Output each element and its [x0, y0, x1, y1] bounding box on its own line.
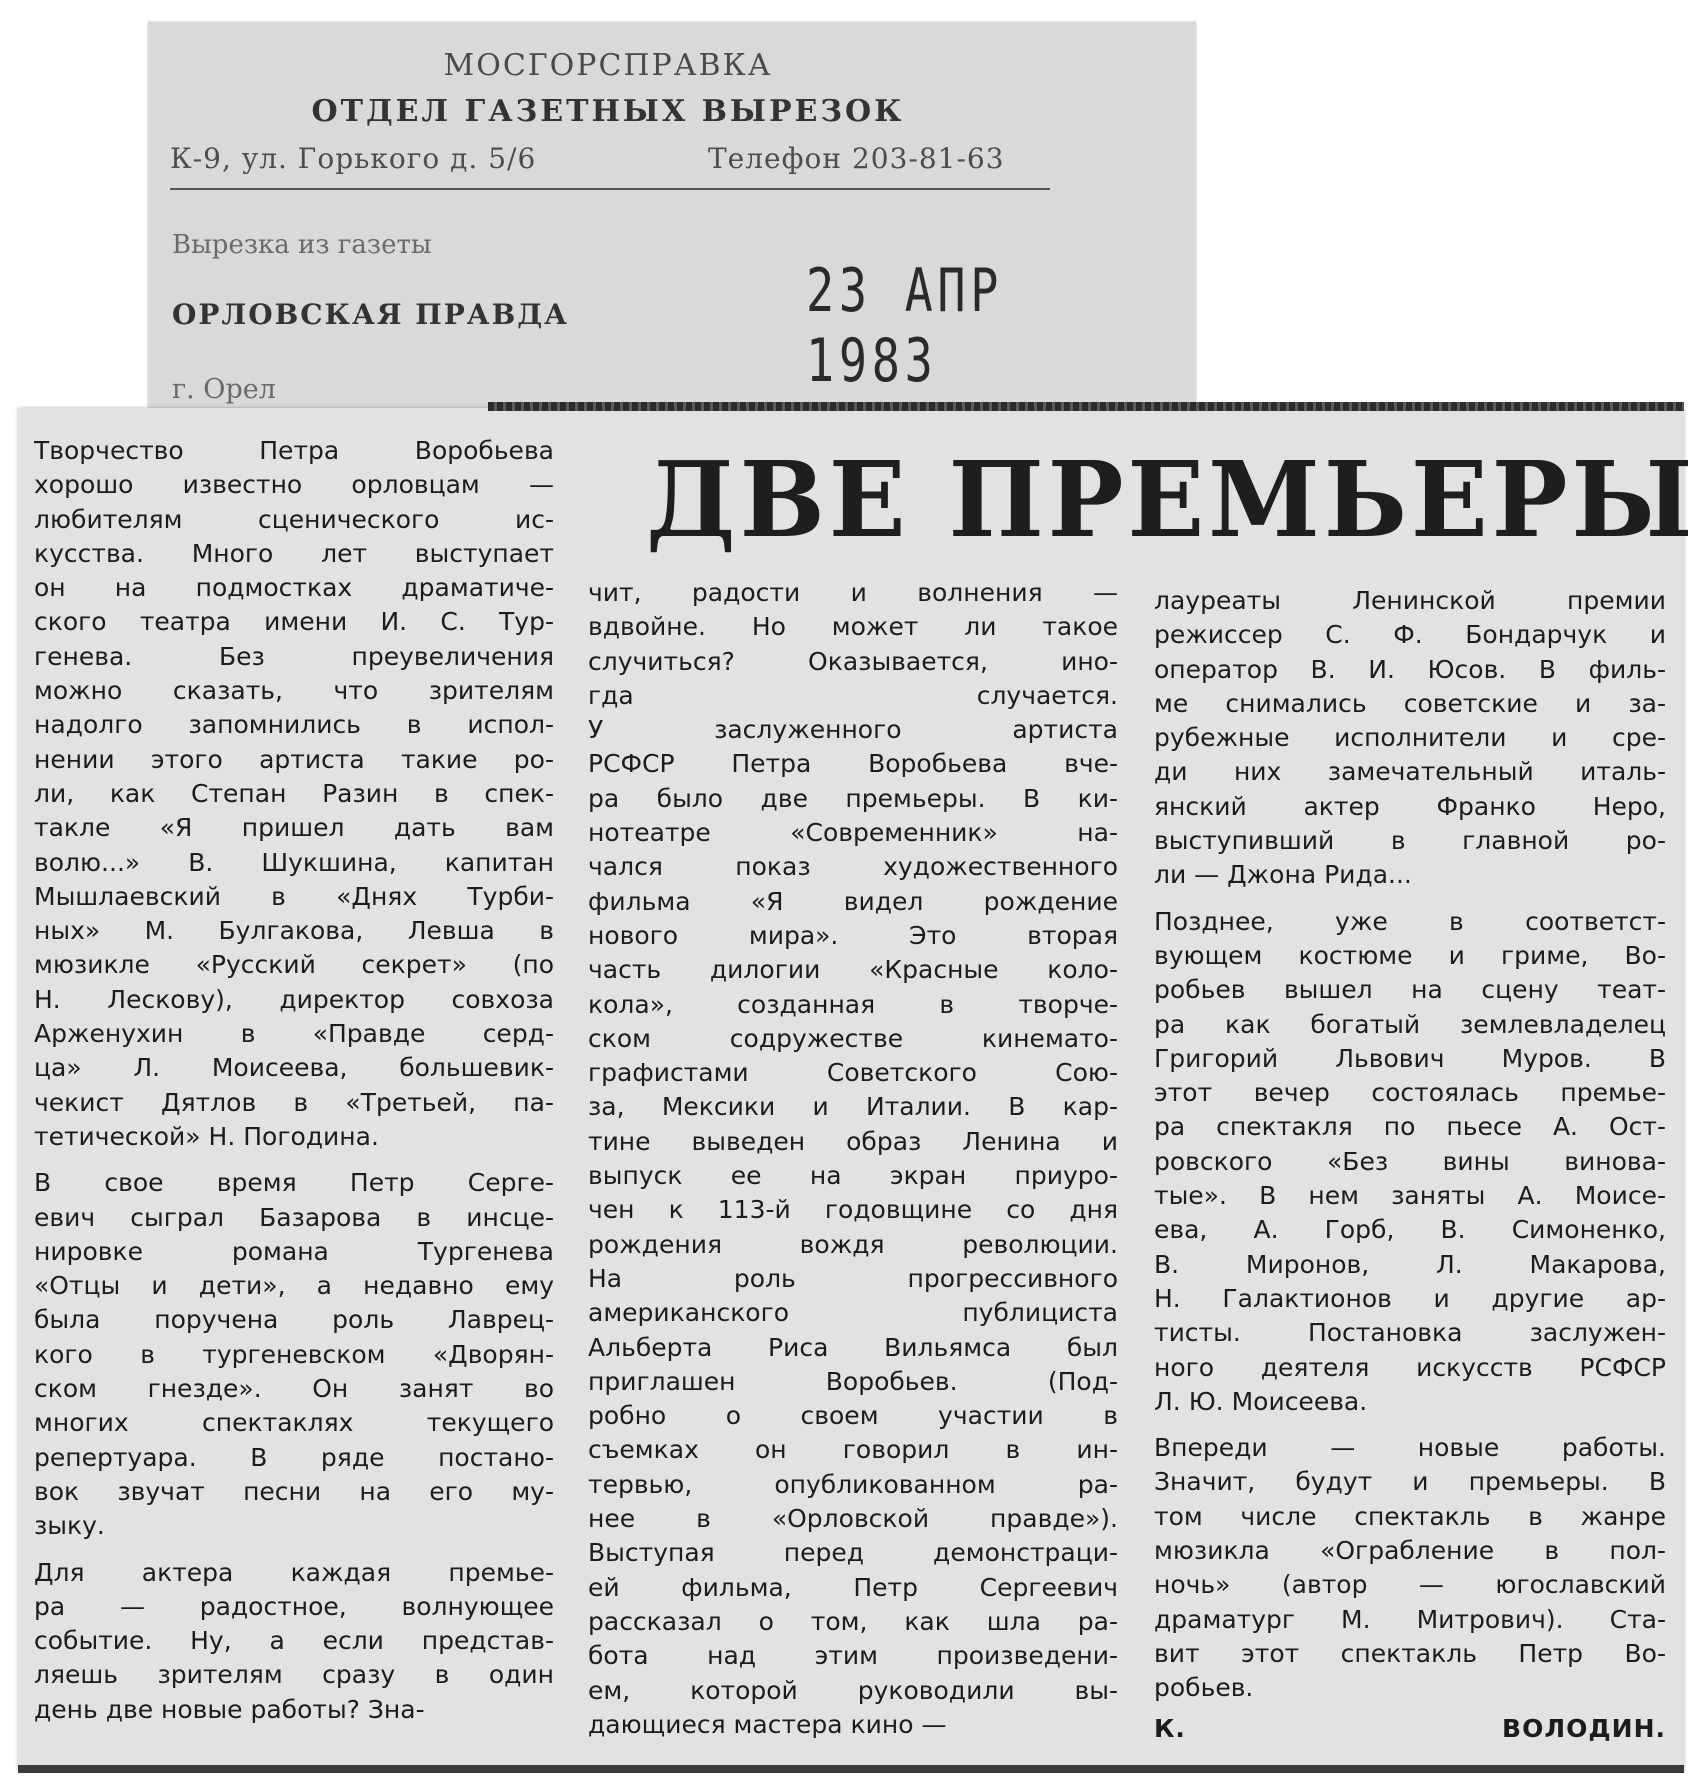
article-line: Н. Галактионов и другие ар- — [1154, 1283, 1666, 1313]
article-line: фильма «Я видел рождение — [588, 886, 1118, 916]
article-line: ского театра имени И. С. Тур- — [34, 607, 554, 637]
article-line: мюзикла «Ограбление в пол- — [1154, 1536, 1666, 1566]
article-line: Л. Ю. Моисеева. — [1154, 1386, 1368, 1416]
article-line: выпуск ее на экран приуро- — [588, 1161, 1118, 1191]
article-line: вующем костюме и гриме, Во- — [1154, 940, 1666, 970]
article-line: Мышлаевский в «Днях Турби- — [34, 881, 554, 911]
stamp-divider — [170, 188, 1050, 190]
article-line: чит, радости и волнения — — [588, 578, 1118, 607]
article-line: нировке романа Тургенева — [34, 1236, 554, 1266]
article-line: ском гнезде». Он занят во — [34, 1374, 554, 1404]
article-line: ди них замечательный италь- — [1154, 757, 1666, 787]
article-line: Н. Лескову), директор совхоза — [34, 984, 554, 1014]
article-line: нее в «Орловской правде»). — [588, 1504, 1118, 1534]
article-column-3 — [1154, 584, 1666, 1746]
article-line: дающиеся мастера кино — — [588, 1709, 947, 1739]
article-line: рассказал о том, как шла ра- — [588, 1606, 1118, 1636]
article-line: ем, которой руководили вы- — [588, 1675, 1118, 1705]
article-line: чекист Дятлов в «Третьей, па- — [34, 1087, 554, 1117]
article-line: кола», созданная в творче- — [588, 989, 1118, 1019]
article-column-1 — [34, 434, 554, 1727]
stamp-city: г. Орел — [172, 374, 276, 405]
article-line: ей фильма, Петр Сергеевич — [588, 1572, 1118, 1602]
article-line: Для актера каждая премье- — [34, 1557, 554, 1587]
article-line: В. Миронов, Л. Макарова, — [1154, 1249, 1666, 1279]
article-line: нении этого артиста такие ро- — [34, 744, 554, 774]
article-line: мюзикле «Русский секрет» (по — [34, 950, 554, 980]
article-column-2 — [588, 576, 1118, 1742]
article-line: ночь» (автор — югославский — [1154, 1570, 1666, 1600]
article-line: ме снимались советские и за- — [1154, 688, 1666, 718]
article-line: рождения вождя революции. — [588, 1229, 1118, 1259]
article-line: ра как богатый землевладелец — [1154, 1009, 1666, 1039]
article-line: На роль прогрессивного — [588, 1263, 1118, 1293]
article-line: приглашен Воробьев. (Под- — [588, 1366, 1118, 1396]
article-line: Григорий Львович Муров. В — [1154, 1043, 1666, 1073]
article-line: выступивший в главной ро- — [1154, 826, 1666, 856]
stamp-date: 23 АПР 1983 — [806, 256, 1004, 396]
article-line: была поручена роль Лаврец- — [34, 1305, 554, 1335]
article-line: часть дилогии «Красные коло- — [588, 955, 1118, 985]
article-line: Значит, будут и премьеры. В — [1154, 1467, 1666, 1497]
article-line: том числе спектакль в жанре — [1154, 1501, 1666, 1531]
article-author: К. ВОЛОДИН. — [1154, 1713, 1666, 1743]
article-line: он на подмостках драматиче- — [34, 573, 554, 603]
article-line: ляешь зрителям сразу в один — [34, 1660, 554, 1690]
article-line: ском содружестве кинемато- — [588, 1023, 1118, 1053]
article-line: кого в тургеневском «Дворян- — [34, 1339, 554, 1369]
article-line: тые». В нем заняты А. Моисе- — [1154, 1181, 1666, 1211]
article-line: тервью, опубликованном ра- — [588, 1469, 1118, 1499]
article-line: Альберта Риса Вильямса был — [588, 1332, 1118, 1362]
article-line: ца» Л. Моисеева, большевик- — [34, 1053, 554, 1083]
stamp-newspaper-name: ОРЛОВСКАЯ ПРАВДА — [172, 298, 569, 331]
stamp-organization: МОСГОРСПРАВКА — [443, 48, 773, 83]
stamp-phone: Телефон 203-81-63 — [708, 142, 1005, 175]
article-line: В свое время Петр Серге- — [34, 1168, 554, 1198]
article-line: вит этот спектакль Петр Во- — [1154, 1638, 1666, 1668]
article-line: робно о своем участии в — [588, 1401, 1118, 1431]
article-line: рубежные исполнители и сре- — [1154, 723, 1666, 753]
article-line: день две новые работы? Зна- — [34, 1694, 425, 1724]
article-line: гда случается. — [588, 680, 1118, 710]
article-line: ра — радостное, волнующее — [34, 1591, 554, 1621]
article-line: режиссер С. Ф. Бондарчук и — [1154, 620, 1666, 650]
article-line: тисты. Постановка заслужен- — [1154, 1318, 1666, 1348]
article-line: чен к 113-й годовщине со дня — [588, 1195, 1118, 1225]
article-line: случиться? Оказывается, ино- — [588, 646, 1118, 676]
article-line: чался показ художественного — [588, 852, 1118, 882]
article-line: можно сказать, что зрителям — [34, 676, 554, 706]
article-line: нотеатре «Современник» на- — [588, 818, 1118, 848]
article-line: событие. Ну, а если представ- — [34, 1626, 554, 1656]
article-line: многих спектаклях текущего — [34, 1408, 554, 1438]
clipping-bottom-border — [18, 1765, 1684, 1773]
article-headline: ДВЕ ПРЕМЬЕРЫ — [646, 438, 1697, 561]
article-line: Впереди — новые работы. — [1154, 1433, 1666, 1463]
article-line: янский актер Франко Неро, — [1154, 791, 1666, 821]
article-line: хорошо известно орловцам — — [34, 470, 554, 500]
article-line: РСФСР Петра Воробьева вче- — [588, 749, 1118, 779]
article-line: репертуара. В ряде постано- — [34, 1442, 554, 1472]
stamp-clip-label: Вырезка из газеты — [172, 230, 432, 260]
article-line: Позднее, уже в соответст- — [1154, 906, 1666, 936]
article-line: Творчество Петра Воробьева — [34, 436, 554, 465]
article-line: тетической» Н. Погодина. — [34, 1121, 379, 1151]
paragraph-break — [34, 1154, 554, 1166]
article-line: ра спектакля по пьесе А. Ост- — [1154, 1112, 1666, 1142]
stamp-address: К-9, ул. Горького д. 5/6 — [170, 142, 537, 175]
article-line: нового мира». Это вторая — [588, 920, 1118, 950]
article-line: Арженухин в «Правде серд- — [34, 1019, 554, 1049]
article-line: ли, как Степан Разин в спек- — [34, 778, 554, 808]
article-line: ра было две премьеры. В ки- — [588, 783, 1118, 813]
paragraph-break — [1154, 1419, 1666, 1431]
article-line: американского публициста — [588, 1298, 1118, 1328]
article-clipping — [18, 408, 1697, 1770]
article-line: евич сыграл Базарова в инсце- — [34, 1202, 554, 1232]
article-line: тине выведен образ Ленина и — [588, 1126, 1118, 1156]
article-line: ева, А. Горб, В. Симоненко, — [1154, 1215, 1666, 1245]
stamp-department: ОТДЕЛ ГАЗЕТНЫХ ВЫРЕЗОК — [311, 94, 905, 129]
article-line: генева. Без преувеличения — [34, 641, 554, 671]
article-line: ного деятеля искусств РСФСР — [1154, 1352, 1666, 1382]
paragraph-break — [1154, 893, 1666, 905]
clipping-top-border — [488, 402, 1684, 411]
article-line: за, Мексики и Италии. В кар- — [588, 1092, 1118, 1122]
article-line: кусства. Много лет выступает — [34, 538, 554, 568]
article-line: ли — Джона Рида... — [1154, 860, 1412, 890]
article-line: драматург М. Митрович). Ста- — [1154, 1604, 1666, 1634]
article-line: лауреаты Ленинской премии — [1154, 586, 1666, 615]
paragraph-break — [34, 1544, 554, 1556]
article-line: волю...» В. Шукшина, капитан — [34, 847, 554, 877]
article-line: робьев. — [1154, 1673, 1254, 1703]
article-line: ных» М. Булгакова, Левша в — [34, 916, 554, 946]
article-line: У заслуженного артиста — [588, 715, 1118, 745]
article-line: надолго запомнились в испол- — [34, 710, 554, 740]
article-line: вок звучат песни на его му- — [34, 1476, 554, 1506]
article-line: съемках он говорил в ин- — [588, 1435, 1118, 1465]
article-line: оператор В. И. Юсов. В филь- — [1154, 654, 1666, 684]
article-line: этот вечер состоялась премье- — [1154, 1078, 1666, 1108]
article-line: графистами Советского Сою- — [588, 1058, 1118, 1088]
clipping-stamp — [148, 22, 1196, 422]
article-line: такле «Я пришел дать вам — [34, 813, 554, 843]
article-line: Выступая перед демонстраци- — [588, 1538, 1118, 1568]
article-line: робьев вышел на сцену теат- — [1154, 975, 1666, 1005]
article-line: вдвойне. Но может ли такое — [588, 612, 1118, 642]
article-line: любителям сценического ис- — [34, 504, 554, 534]
article-line: бота над этим произведени- — [588, 1641, 1118, 1671]
article-line: «Отцы и дети», а недавно ему — [34, 1271, 554, 1301]
article-line: ровского «Без вины винова- — [1154, 1146, 1666, 1176]
article-line: зыку. — [34, 1511, 105, 1541]
